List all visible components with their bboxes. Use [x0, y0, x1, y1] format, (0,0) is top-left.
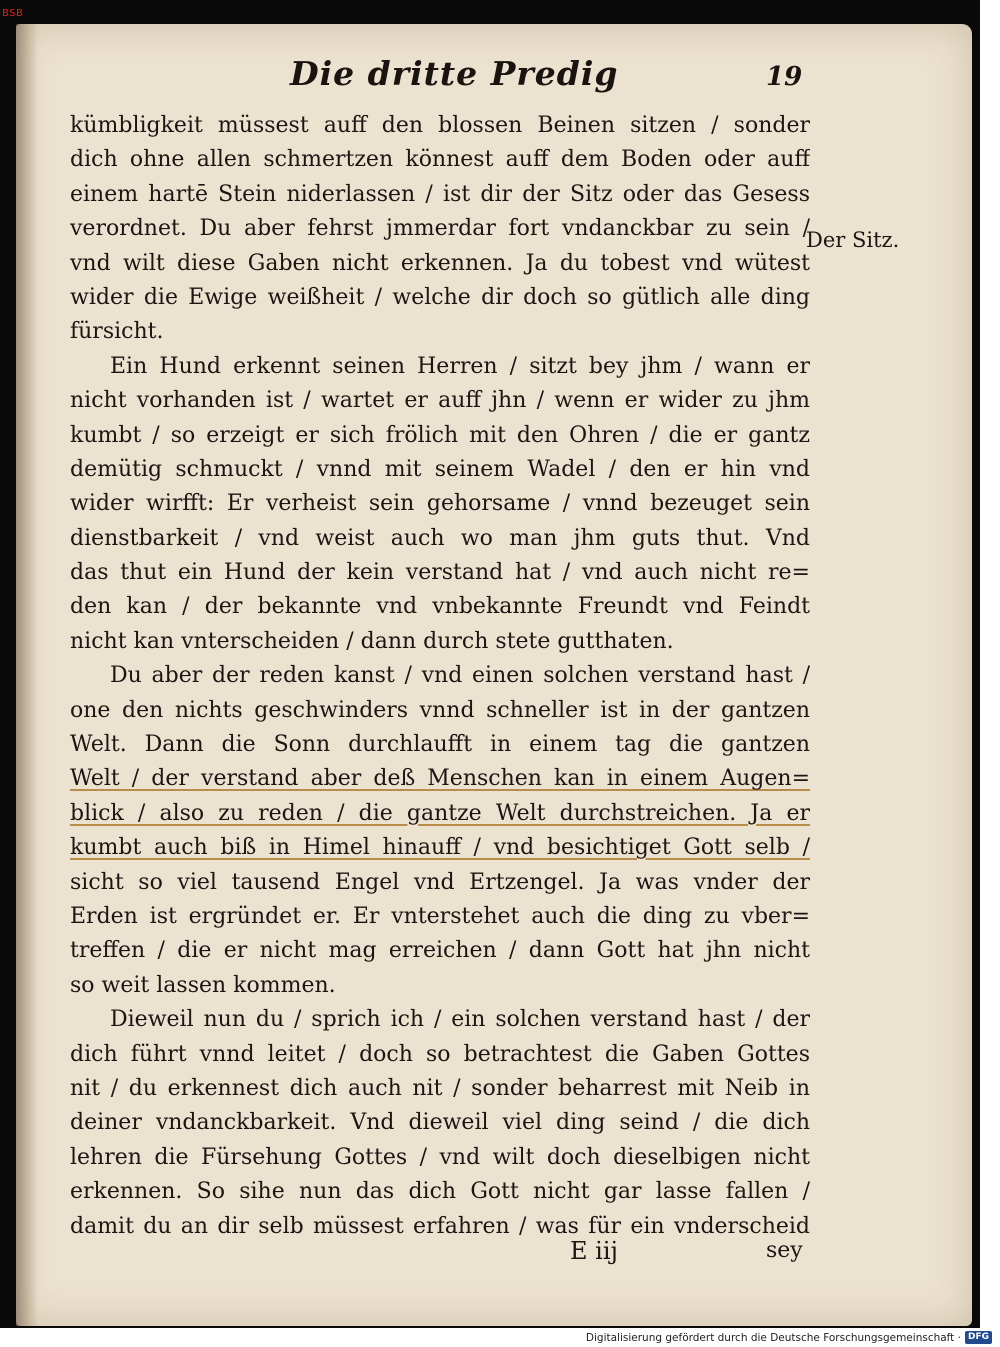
text-line — [70, 212, 810, 246]
text-line-content: deiner vndanckbarkeit. Vnd dieweil viel ding seind / die dich — [70, 1110, 810, 1136]
text-line-content: nit / du erkennest dich auch nit / sonder beharrest mit Neib in — [70, 1075, 810, 1101]
text-line-content: demütig schmuckt / vnnd mit seinem Wadel / den er hin vnd — [70, 456, 810, 482]
text-line — [70, 900, 810, 934]
text-line — [70, 1141, 810, 1175]
text-line — [70, 934, 810, 968]
digitization-footer — [586, 1331, 992, 1344]
text-line — [70, 1038, 810, 1072]
text-line-content: das thut ein Hund der kein verstand hat / vnd auch nicht re= — [70, 560, 810, 586]
text-line-content: Dieweil nun du / sprich ich / ein solchen verstand hast / der — [110, 1007, 810, 1033]
text-line-content: verordnet. Du aber fehrst jmmerdar fort vndanckbar zu sein / — [70, 216, 810, 242]
text-line-content: sicht so viel tausend Engel vnd Ertzengel. Ja was vnder der — [70, 869, 810, 895]
text-line-content: kumbt auch biß in Himel hinauff / vnd besichtiget Gott selb / — [70, 835, 810, 861]
text-line — [70, 797, 810, 831]
page-spine-shadow — [16, 24, 38, 1326]
text-line-content: Du aber der reden kanst / vnd einen solchen verstand hast / — [110, 663, 810, 689]
text-line-content: one den nichts geschwinders vnnd schneller ist in der gantzen — [70, 697, 810, 723]
text-line — [70, 1106, 810, 1140]
text-line — [70, 522, 810, 556]
text-line-content: einem hartē Stein niderlassen / ist dir der Sitz oder das Gesess — [70, 181, 810, 207]
dfg-logo: DFG — [965, 1331, 992, 1344]
text-line-content: den kan / der bekannte vnd vnbekannte Freundt vnd Feindt — [70, 594, 810, 620]
text-line — [70, 178, 810, 212]
marginal-note: Der Sitz. — [806, 228, 900, 252]
text-line-content: wider die Ewige weißheit / welche dir doch so gütlich alle ding — [70, 284, 810, 310]
folio-number: 19 — [766, 62, 803, 92]
text-line — [70, 1003, 810, 1037]
text-line — [70, 659, 810, 693]
text-line-content: fürsicht. — [70, 319, 164, 345]
text-line-content: dich ohne allen schmertzen könnest auff dem Boden oder auff — [70, 147, 810, 173]
text-line — [70, 247, 810, 281]
text-line-content: kumbt / so erzeigt er sich frölich mit den Ohren / die er gantz — [70, 422, 810, 448]
text-line — [70, 315, 810, 349]
text-line-content: nicht vorhanden ist / wartet er auff jhn / wenn er wider zu jhm — [70, 388, 810, 414]
text-line-content: dich führt vnnd leitet / doch so betrachtest die Gaben Gottes — [70, 1041, 810, 1067]
text-line — [70, 762, 810, 796]
text-line-content: damit du an dir selb müssest erfahren / was für ein vnderscheid — [70, 1213, 810, 1239]
text-line-content: kümbligkeit müssest auff den blossen Beinen sitzen / sonder — [70, 113, 810, 138]
text-line-content: Erden ist ergründet er. Er vnterstehet auch die ding zu vber= — [70, 903, 810, 929]
text-line — [70, 1072, 810, 1106]
text-line-content: nicht kan vnterscheiden / dann durch stete gutthaten. — [70, 628, 674, 654]
text-line — [70, 453, 810, 487]
text-line-content: Welt / der verstand aber deß Menschen kan in einem Augen= — [70, 766, 810, 792]
catchword: sey — [766, 1238, 803, 1263]
text-line-content: wider wirfft: Er verheist sein gehorsame / vnnd bezeuget sein — [70, 491, 810, 517]
footer-text: Digitalisierung gefördert durch die Deutsche Forschungsgemeinschaft · — [585, 1331, 961, 1344]
text-line — [70, 590, 810, 624]
text-line — [70, 1175, 810, 1209]
text-line — [70, 1210, 810, 1244]
signature-mark: E iij — [570, 1237, 618, 1265]
text-line-content: Ein Hund erkennt seinen Herren / sitzt bey jhm / wann er — [110, 353, 810, 379]
running-head: Die dritte Predig — [290, 54, 619, 93]
text-line — [70, 419, 810, 453]
text-line — [70, 969, 810, 1003]
text-line — [70, 350, 810, 384]
text-line — [70, 728, 810, 762]
text-line-content: so weit lassen kommen. — [70, 972, 336, 998]
text-line-content: treffen / die er nicht mag erreichen / dann Gott hat jhn nicht — [70, 938, 810, 964]
text-line — [70, 109, 810, 143]
text-line-content: Welt. Dann die Sonn durchlaufft in einem tag die gantzen — [70, 732, 810, 758]
body-text — [70, 109, 810, 1244]
text-line-content: blick / also zu reden / die gantze Welt durchstreichen. Ja er — [70, 800, 810, 826]
text-line — [70, 143, 810, 177]
text-line-content: dienstbarkeit / vnd weist auch wo man jhm guts thut. Vnd — [70, 525, 810, 551]
text-line — [70, 831, 810, 865]
text-line-content: lehren die Fürsehung Gottes / vnd wilt doch dieselbigen nicht — [70, 1144, 810, 1170]
text-line-content: vnd wilt diese Gaben nicht erkennen. Ja du tobest vnd wütest — [70, 250, 810, 276]
text-line — [70, 281, 810, 315]
text-line — [70, 487, 810, 521]
text-line-content: erkennen. So sihe nun das dich Gott nicht gar lasse fallen / — [70, 1179, 810, 1205]
text-line — [70, 556, 810, 590]
text-line — [70, 384, 810, 418]
text-line — [70, 625, 810, 659]
text-line — [70, 866, 810, 900]
text-line — [70, 694, 810, 728]
library-mark: BSB — [2, 8, 24, 19]
